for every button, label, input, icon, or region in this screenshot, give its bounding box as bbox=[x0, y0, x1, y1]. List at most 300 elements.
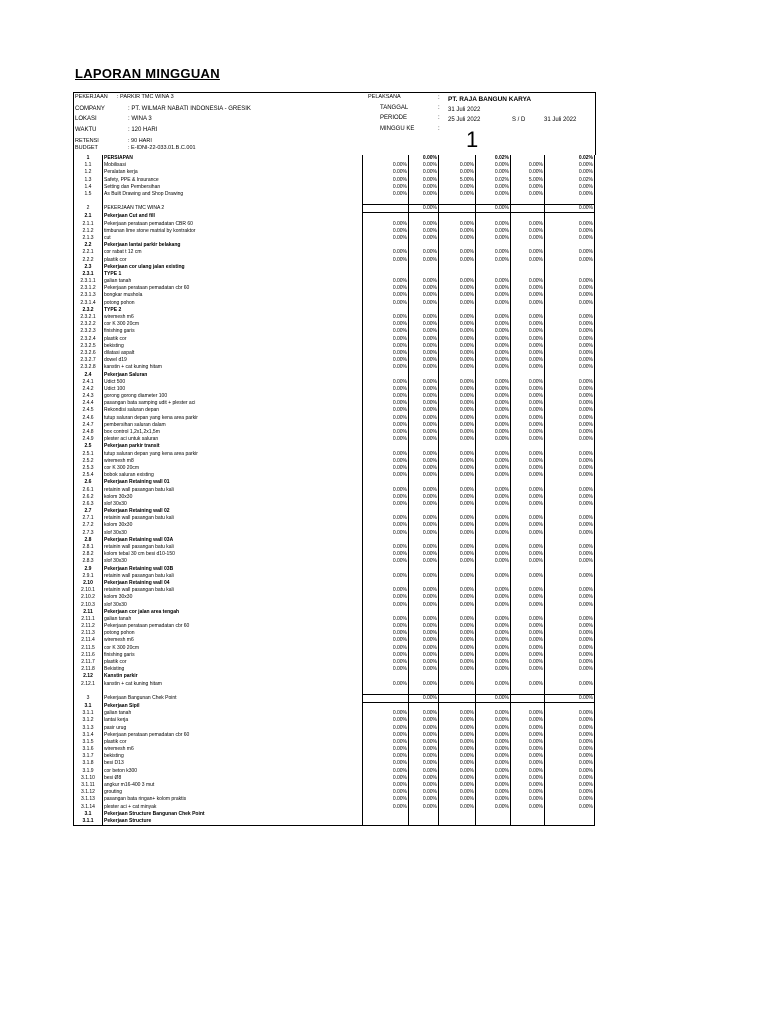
percent-cell: 0.00% bbox=[511, 587, 545, 594]
percent-cell: 0.00% bbox=[409, 321, 439, 328]
percent-cell: 0.00% bbox=[409, 458, 439, 465]
percent-cell: 0.00% bbox=[511, 775, 545, 782]
percent-cell: 0.00% bbox=[511, 386, 545, 393]
percent-cell: 0.00% bbox=[545, 630, 595, 637]
table-row bbox=[74, 673, 595, 680]
waktu-value: : 120 HARI bbox=[128, 127, 158, 133]
item-number: 2.4.5 bbox=[74, 407, 103, 414]
percent-cell: 0.00% bbox=[363, 191, 409, 198]
percent-cell bbox=[545, 371, 595, 378]
percent-cell: 0.00% bbox=[439, 472, 476, 479]
item-description: Pekerjaan Retaining wall 01 bbox=[103, 479, 363, 486]
percent-cell: 0.00% bbox=[511, 472, 545, 479]
percent-cell: 0.00% bbox=[409, 228, 439, 235]
item-number: 2.12.1 bbox=[74, 681, 103, 688]
item-number: 1.1 bbox=[74, 162, 103, 169]
percent-cell bbox=[363, 566, 409, 573]
table-row bbox=[74, 551, 595, 558]
percent-cell: 0.00% bbox=[476, 530, 511, 537]
item-description: timbunan lime stone matrial by kontraktor bbox=[103, 228, 363, 235]
periode-sd: S / D bbox=[512, 117, 526, 123]
percent-cell: 0.00% bbox=[476, 292, 511, 299]
percent-cell: 0.00% bbox=[363, 666, 409, 673]
item-number: 2.3.2.6 bbox=[74, 350, 103, 357]
item-description: plester aci untuk saluran bbox=[103, 436, 363, 443]
percent-cell: 0.00% bbox=[511, 343, 545, 350]
item-number: 2.3.1.2 bbox=[74, 285, 103, 292]
percent-cell: 0.00% bbox=[409, 314, 439, 321]
item-number: 2.2.2 bbox=[74, 256, 103, 263]
item-number: 2 bbox=[74, 205, 103, 213]
percent-cell: 0.00% bbox=[363, 228, 409, 235]
percent-cell: 0.00% bbox=[439, 191, 476, 198]
percent-cell: 0.02% bbox=[545, 177, 595, 184]
percent-cell: 0.00% bbox=[545, 551, 595, 558]
item-description: pasir urug bbox=[103, 724, 363, 731]
table-row bbox=[74, 400, 595, 407]
percent-cell: 0.00% bbox=[545, 544, 595, 551]
item-number: 2.1.1 bbox=[74, 221, 103, 228]
percent-cell bbox=[511, 673, 545, 680]
item-number: 2.2.1 bbox=[74, 249, 103, 256]
item-number: 2.3.1.1 bbox=[74, 278, 103, 285]
percent-cell bbox=[439, 566, 476, 573]
percent-cell: 0.00% bbox=[409, 415, 439, 422]
percent-cell bbox=[439, 694, 476, 702]
item-number: 2.3.2.4 bbox=[74, 336, 103, 343]
percent-cell bbox=[545, 673, 595, 680]
percent-cell: 0.00% bbox=[476, 451, 511, 458]
percent-cell bbox=[439, 213, 476, 221]
percent-cell: 0.00% bbox=[511, 221, 545, 228]
percent-cell: 0.00% bbox=[439, 292, 476, 299]
table-row bbox=[74, 271, 595, 278]
percent-cell: 0.00% bbox=[545, 314, 595, 321]
percent-cell: 0.00% bbox=[409, 645, 439, 652]
percent-cell: 0.00% bbox=[476, 472, 511, 479]
percent-cell: 0.00% bbox=[409, 637, 439, 644]
percent-cell: 0.00% bbox=[439, 724, 476, 731]
percent-cell: 0.00% bbox=[363, 623, 409, 630]
percent-cell: 0.00% bbox=[409, 694, 439, 702]
percent-cell: 0.00% bbox=[409, 630, 439, 637]
table-row bbox=[74, 300, 595, 307]
percent-cell: 0.00% bbox=[409, 494, 439, 501]
percent-cell: 0.00% bbox=[511, 637, 545, 644]
percent-cell: 0.00% bbox=[439, 623, 476, 630]
percent-cell: 0.00% bbox=[545, 300, 595, 307]
item-description: potong pohon bbox=[103, 630, 363, 637]
percent-cell bbox=[545, 537, 595, 544]
percent-cell: 0.00% bbox=[476, 501, 511, 508]
item-number: 2.3.2 bbox=[74, 307, 103, 314]
table-row bbox=[74, 702, 595, 710]
percent-cell: 0.00% bbox=[545, 760, 595, 767]
percent-cell: 0.00% bbox=[363, 616, 409, 623]
item-number: 2.1 bbox=[74, 213, 103, 221]
percent-cell: 0.00% bbox=[511, 594, 545, 601]
item-description: Pekerjaan parkir transit bbox=[103, 443, 363, 450]
percent-cell bbox=[545, 242, 595, 249]
table-row bbox=[74, 292, 595, 299]
item-number: 2.8.3 bbox=[74, 558, 103, 565]
percent-cell bbox=[476, 702, 511, 710]
percent-cell: 0.00% bbox=[511, 191, 545, 198]
item-description: besi D13 bbox=[103, 760, 363, 767]
table-row bbox=[74, 775, 595, 782]
percent-cell: 0.00% bbox=[545, 228, 595, 235]
item-number: 2.12 bbox=[74, 673, 103, 680]
item-description: plastik cor bbox=[103, 256, 363, 263]
table-row bbox=[74, 472, 595, 479]
percent-cell: 0.00% bbox=[409, 300, 439, 307]
percent-cell: 0.00% bbox=[439, 336, 476, 343]
percent-cell bbox=[409, 673, 439, 680]
percent-cell: 0.00% bbox=[511, 486, 545, 493]
table-row bbox=[74, 249, 595, 256]
percent-cell: 0.00% bbox=[409, 162, 439, 169]
table-row bbox=[74, 407, 595, 414]
percent-cell: 0.00% bbox=[545, 501, 595, 508]
percent-cell: 0.00% bbox=[511, 314, 545, 321]
item-number: 3.1 bbox=[74, 811, 103, 818]
table-row bbox=[74, 594, 595, 601]
percent-cell: 0.00% bbox=[545, 162, 595, 169]
percent-cell bbox=[409, 443, 439, 450]
percent-cell: 0.00% bbox=[476, 343, 511, 350]
percent-cell: 0.00% bbox=[476, 249, 511, 256]
percent-cell: 0.00% bbox=[476, 623, 511, 630]
percent-cell: 0.00% bbox=[363, 594, 409, 601]
percent-cell bbox=[409, 580, 439, 587]
percent-cell bbox=[545, 213, 595, 221]
item-description: slof 30x30 bbox=[103, 558, 363, 565]
percent-cell bbox=[363, 271, 409, 278]
percent-cell bbox=[409, 264, 439, 271]
percent-cell: 0.00% bbox=[363, 782, 409, 789]
colon: : bbox=[438, 105, 440, 111]
waktu-label: WAKTU bbox=[75, 127, 97, 133]
pekerjaan-label: PEKERJAAN bbox=[75, 94, 108, 100]
percent-cell bbox=[511, 205, 545, 213]
percent-cell: 0.00% bbox=[476, 732, 511, 739]
percent-cell: 0.00% bbox=[409, 789, 439, 796]
item-description: Udict 100 bbox=[103, 386, 363, 393]
table-row bbox=[74, 155, 595, 162]
percent-cell: 0.00% bbox=[409, 343, 439, 350]
item-number: 2.3.2.1 bbox=[74, 314, 103, 321]
percent-cell bbox=[409, 307, 439, 314]
percent-cell: 0.00% bbox=[545, 768, 595, 775]
percent-cell: 0.00% bbox=[363, 494, 409, 501]
item-description: plester aci + cat minyak bbox=[103, 804, 363, 811]
table-row bbox=[74, 796, 595, 803]
percent-cell: 0.00% bbox=[363, 458, 409, 465]
percent-cell bbox=[511, 371, 545, 378]
percent-cell: 0.00% bbox=[363, 760, 409, 767]
percent-cell: 0.00% bbox=[545, 717, 595, 724]
percent-cell bbox=[545, 479, 595, 486]
percent-cell: 0.00% bbox=[511, 328, 545, 335]
percent-cell bbox=[511, 702, 545, 710]
percent-cell: 0.00% bbox=[439, 789, 476, 796]
percent-cell: 0.00% bbox=[545, 357, 595, 364]
percent-cell bbox=[511, 580, 545, 587]
item-description: As Built Drawing and Shop Drawing bbox=[103, 191, 363, 198]
percent-cell: 0.00% bbox=[476, 659, 511, 666]
percent-cell bbox=[511, 566, 545, 573]
percent-cell: 0.00% bbox=[439, 501, 476, 508]
percent-cell: 0.00% bbox=[363, 637, 409, 644]
tanggal-label: TANGGAL bbox=[380, 105, 409, 111]
percent-cell: 0.00% bbox=[439, 616, 476, 623]
percent-cell: 0.00% bbox=[476, 594, 511, 601]
budget-value: : E-IDNI-22-033.01.B.C.001 bbox=[128, 145, 196, 151]
percent-cell: 0.00% bbox=[409, 465, 439, 472]
percent-cell: 0.00% bbox=[409, 407, 439, 414]
percent-cell: 0.00% bbox=[363, 753, 409, 760]
percent-cell: 0.00% bbox=[409, 724, 439, 731]
percent-cell: 0.00% bbox=[545, 775, 595, 782]
item-description: Peralatan kerja bbox=[103, 169, 363, 176]
item-description: Pekerjaan perataan pemadatan cbr 60 bbox=[103, 285, 363, 292]
item-number: 3.1.8 bbox=[74, 760, 103, 767]
pelaksana-value: PT. RAJA BANGUN KARYA bbox=[448, 96, 532, 103]
percent-cell: 0.00% bbox=[545, 350, 595, 357]
percent-cell: 0.00% bbox=[476, 256, 511, 263]
item-number: 2.4 bbox=[74, 371, 103, 378]
table-row bbox=[74, 357, 595, 364]
percent-cell: 0.00% bbox=[511, 782, 545, 789]
percent-cell: 0.00% bbox=[409, 177, 439, 184]
percent-cell: 0.00% bbox=[439, 249, 476, 256]
colon: : bbox=[438, 126, 440, 132]
item-description: retainin wall pasangan batu kali bbox=[103, 544, 363, 551]
percent-cell: 0.00% bbox=[476, 789, 511, 796]
percent-cell: 0.00% bbox=[511, 739, 545, 746]
percent-cell: 0.00% bbox=[409, 515, 439, 522]
percent-cell: 0.00% bbox=[511, 350, 545, 357]
item-number: 2.5.3 bbox=[74, 465, 103, 472]
percent-cell: 0.00% bbox=[363, 573, 409, 580]
item-description: bobok saluran existing bbox=[103, 472, 363, 479]
percent-cell: 0.00% bbox=[363, 530, 409, 537]
percent-cell: 0.00% bbox=[439, 573, 476, 580]
percent-cell: 0.00% bbox=[511, 458, 545, 465]
percent-cell bbox=[439, 271, 476, 278]
table-row bbox=[74, 436, 595, 443]
item-description: kolom 30x30 bbox=[103, 522, 363, 529]
item-number: 2.3.2.5 bbox=[74, 343, 103, 350]
percent-cell: 0.00% bbox=[545, 393, 595, 400]
percent-cell: 0.00% bbox=[363, 429, 409, 436]
item-description: besi Ø8 bbox=[103, 775, 363, 782]
percent-cell: 0.00% bbox=[476, 694, 511, 702]
item-description: Pekerjaan lantai parkir belakang bbox=[103, 242, 363, 249]
report-title: LAPORAN MINGGUAN bbox=[75, 66, 220, 81]
table-row bbox=[74, 623, 595, 630]
item-description: TYPE 1 bbox=[103, 271, 363, 278]
percent-cell bbox=[363, 673, 409, 680]
item-description: slof 30x30 bbox=[103, 501, 363, 508]
percent-cell: 0.00% bbox=[476, 637, 511, 644]
item-description: grouting bbox=[103, 789, 363, 796]
lokasi-value: : WINA 3 bbox=[128, 116, 152, 122]
percent-cell: 0.00% bbox=[363, 775, 409, 782]
percent-cell: 0.00% bbox=[545, 587, 595, 594]
percent-cell: 0.00% bbox=[545, 530, 595, 537]
percent-cell bbox=[439, 702, 476, 710]
percent-cell: 0.00% bbox=[545, 753, 595, 760]
percent-cell: 0.00% bbox=[439, 746, 476, 753]
percent-cell: 0.00% bbox=[363, 710, 409, 717]
item-description: retainin wall pasangan batu kali bbox=[103, 587, 363, 594]
percent-cell: 0.00% bbox=[439, 544, 476, 551]
percent-cell: 0.00% bbox=[363, 587, 409, 594]
table-row bbox=[74, 573, 595, 580]
item-number: 3.1.6 bbox=[74, 746, 103, 753]
percent-cell bbox=[476, 811, 511, 818]
percent-cell: 0.00% bbox=[409, 710, 439, 717]
percent-cell bbox=[439, 818, 476, 826]
percent-cell: 0.00% bbox=[511, 746, 545, 753]
percent-cell: 0.00% bbox=[545, 400, 595, 407]
percent-cell: 0.00% bbox=[439, 300, 476, 307]
percent-cell: 0.00% bbox=[409, 601, 439, 608]
item-number: 3.1.1 bbox=[74, 818, 103, 826]
percent-cell: 0.00% bbox=[409, 235, 439, 242]
percent-cell: 0.00% bbox=[511, 429, 545, 436]
percent-cell bbox=[363, 155, 409, 162]
table-row bbox=[74, 616, 595, 623]
percent-cell bbox=[476, 479, 511, 486]
percent-cell: 0.00% bbox=[363, 314, 409, 321]
percent-cell: 0.00% bbox=[545, 522, 595, 529]
item-number: 2.3.1 bbox=[74, 271, 103, 278]
item-description: tutup saluran depan yang kena area parkir bbox=[103, 451, 363, 458]
percent-cell: 0.00% bbox=[545, 205, 595, 213]
item-number: 2.5.2 bbox=[74, 458, 103, 465]
percent-cell: 0.00% bbox=[545, 415, 595, 422]
percent-cell: 0.00% bbox=[439, 710, 476, 717]
table-row bbox=[74, 213, 595, 221]
percent-cell: 0.00% bbox=[439, 782, 476, 789]
percent-cell: 0.00% bbox=[545, 191, 595, 198]
percent-cell: 0.00% bbox=[439, 278, 476, 285]
item-number: 3.1.7 bbox=[74, 753, 103, 760]
percent-cell: 0.00% bbox=[439, 768, 476, 775]
percent-cell: 0.00% bbox=[439, 357, 476, 364]
item-number: 2.3.2.2 bbox=[74, 321, 103, 328]
item-number: 2.3.2.7 bbox=[74, 357, 103, 364]
percent-cell: 0.00% bbox=[363, 804, 409, 811]
item-number: 2.4.7 bbox=[74, 422, 103, 429]
percent-cell: 0.00% bbox=[476, 221, 511, 228]
percent-cell bbox=[476, 580, 511, 587]
percent-cell: 0.00% bbox=[409, 155, 439, 162]
percent-cell bbox=[511, 479, 545, 486]
percent-cell: 0.00% bbox=[545, 292, 595, 299]
percent-cell bbox=[511, 307, 545, 314]
item-description: potong pohon bbox=[103, 300, 363, 307]
table-row bbox=[74, 782, 595, 789]
percent-cell bbox=[363, 205, 409, 213]
percent-cell: 0.00% bbox=[409, 249, 439, 256]
item-description: cor K 300 20cm bbox=[103, 645, 363, 652]
item-description: kanstin + cat kuning hitam bbox=[103, 681, 363, 688]
item-description: cor K 300 20cm bbox=[103, 465, 363, 472]
percent-cell bbox=[363, 702, 409, 710]
percent-cell: 0.00% bbox=[476, 717, 511, 724]
item-description: Pekerjaan Sipil bbox=[103, 702, 363, 710]
percent-cell: 0.00% bbox=[409, 292, 439, 299]
percent-cell: 0.00% bbox=[439, 601, 476, 608]
percent-cell: 0.00% bbox=[476, 458, 511, 465]
table-row bbox=[74, 429, 595, 436]
percent-cell bbox=[439, 443, 476, 450]
percent-cell: 0.00% bbox=[545, 328, 595, 335]
percent-cell: 0.00% bbox=[363, 558, 409, 565]
percent-cell: 0.00% bbox=[409, 739, 439, 746]
item-description: PERSIAPAN bbox=[103, 155, 363, 162]
table-row bbox=[74, 494, 595, 501]
percent-cell: 0.00% bbox=[363, 739, 409, 746]
percent-cell: 0.00% bbox=[545, 436, 595, 443]
percent-cell: 0.00% bbox=[439, 221, 476, 228]
table-row bbox=[74, 314, 595, 321]
percent-cell: 0.00% bbox=[409, 558, 439, 565]
percent-cell: 0.00% bbox=[439, 407, 476, 414]
item-description: wiremesh m6 bbox=[103, 314, 363, 321]
percent-cell bbox=[363, 213, 409, 221]
percent-cell: 0.00% bbox=[545, 732, 595, 739]
item-description: Setting dan Pembersihan bbox=[103, 184, 363, 191]
percent-cell: 0.00% bbox=[545, 336, 595, 343]
percent-cell: 0.00% bbox=[439, 732, 476, 739]
percent-cell bbox=[439, 155, 476, 162]
percent-cell: 0.00% bbox=[511, 645, 545, 652]
percent-cell: 0.00% bbox=[476, 422, 511, 429]
percent-cell bbox=[409, 271, 439, 278]
percent-cell: 0.00% bbox=[363, 645, 409, 652]
percent-cell: 0.00% bbox=[511, 630, 545, 637]
percent-cell: 0.00% bbox=[363, 292, 409, 299]
percent-cell: 0.00% bbox=[409, 436, 439, 443]
percent-cell: 0.00% bbox=[545, 573, 595, 580]
item-description: wiremesh m6 bbox=[103, 637, 363, 644]
percent-cell: 0.00% bbox=[409, 350, 439, 357]
percent-cell: 0.00% bbox=[476, 415, 511, 422]
percent-cell: 0.00% bbox=[363, 393, 409, 400]
percent-cell: 0.00% bbox=[545, 256, 595, 263]
percent-cell: 0.00% bbox=[511, 530, 545, 537]
percent-cell: 0.00% bbox=[476, 379, 511, 386]
retensi-value: : 90 HARI bbox=[128, 138, 152, 144]
percent-cell: 0.00% bbox=[511, 300, 545, 307]
table-row bbox=[74, 566, 595, 573]
percent-cell: 0.00% bbox=[409, 623, 439, 630]
item-description: galian tanah bbox=[103, 710, 363, 717]
table-row bbox=[74, 746, 595, 753]
periode-to: 31 Juli 2022 bbox=[544, 117, 577, 123]
table-row bbox=[74, 645, 595, 652]
percent-cell: 0.00% bbox=[545, 429, 595, 436]
percent-cell: 0.00% bbox=[511, 544, 545, 551]
table-row bbox=[74, 630, 595, 637]
colon: : bbox=[438, 95, 440, 101]
percent-cell: 0.00% bbox=[409, 782, 439, 789]
percent-cell: 0.00% bbox=[439, 415, 476, 422]
